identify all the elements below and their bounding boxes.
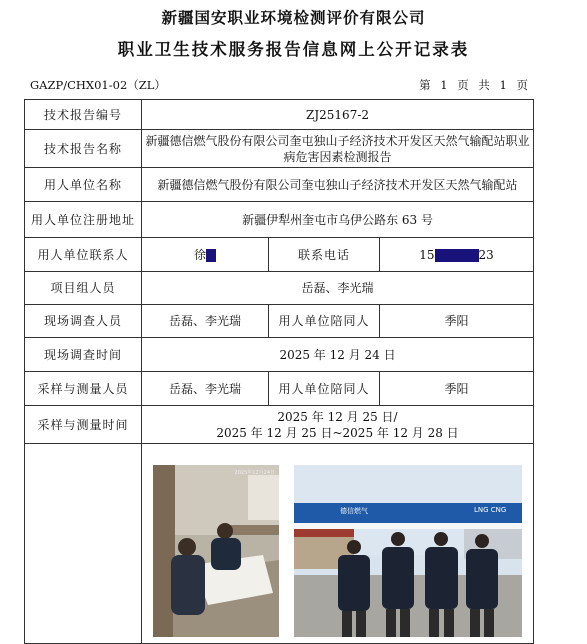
row-report-name [25, 130, 534, 168]
survey-accompany-label: 用人单位陪同人 [269, 305, 380, 338]
sampling-accompany-value: 季阳 [380, 372, 534, 406]
page-info: 第 1 页 共 1 页 [419, 78, 531, 92]
sampling-staff-value: 岳磊、李光瑞 [142, 372, 269, 406]
contact-name-text: 徐 [193, 247, 206, 262]
survey-time-label: 现场调查时间 [25, 338, 142, 372]
phone-label: 联系电话 [269, 238, 380, 272]
report-no-value: ZJ25167-2 [142, 100, 534, 130]
sampling-accompany-label: 用人单位陪同人 [269, 372, 380, 406]
photo-date-stamp: 2025年12月24日 [234, 470, 275, 476]
form-code: GAZP/CHX01-02（ZL） [30, 78, 166, 92]
photos-label-cell [25, 444, 142, 644]
row-contact [25, 238, 534, 272]
row-sampling-time [25, 406, 534, 444]
sampling-time-label: 采样与测量时间 [25, 406, 142, 444]
report-name-label: 技术报告名称 [25, 130, 142, 168]
row-sampling-staff [25, 372, 534, 406]
report-name-value: 新疆德信燃气股份有限公司奎屯独山子经济技术开发区天然气输配站职业病危害因素检测报告 [142, 130, 534, 168]
phone-prefix: 15 [419, 247, 435, 262]
sampling-time-line-1: 2025 年 12 月 25 日/ [277, 409, 398, 424]
group-photo-illustration [294, 465, 522, 637]
row-survey-time [25, 338, 534, 372]
row-survey-staff [25, 305, 534, 338]
survey-photo-illustration [153, 465, 279, 637]
employer-value: 新疆德信燃气股份有限公司奎屯独山子经济技术开发区天然气输配站 [142, 168, 534, 202]
redaction-block [435, 249, 479, 262]
row-address [25, 202, 534, 238]
row-employer [25, 168, 534, 202]
row-team [25, 272, 534, 305]
sampling-staff-label: 采样与测量人员 [25, 372, 142, 406]
address-label: 用人单位注册地址 [25, 202, 142, 238]
contact-name [142, 238, 269, 272]
station-sign-left: 德信燃气 [340, 507, 368, 515]
row-report-no [25, 100, 534, 130]
redaction-block [206, 249, 216, 262]
report-no-label: 技术报告编号 [25, 100, 142, 130]
survey-time-value: 2025 年 12 月 24 日 [142, 338, 534, 372]
phone-suffix: 23 [478, 247, 494, 262]
employer-label: 用人单位名称 [25, 168, 142, 202]
group-photo [294, 465, 522, 637]
survey-staff-value: 岳磊、李光瑞 [142, 305, 269, 338]
phone-value [380, 238, 534, 272]
station-sign-right: LNG CNG [474, 506, 507, 514]
contact-label: 用人单位联系人 [25, 238, 142, 272]
organization-name: 新疆国安职业环境检测评价有限公司 [161, 8, 426, 27]
address-value: 新疆伊犁州奎屯市乌伊公路东 63 号 [142, 202, 534, 238]
survey-photo [153, 465, 279, 637]
survey-accompany-value: 季阳 [380, 305, 534, 338]
sampling-time-value [142, 406, 534, 444]
team-label: 项目组人员 [25, 272, 142, 305]
sampling-time-line-2: 2025 年 12 月 25 日~2025 年 12 月 28 日 [216, 425, 459, 440]
form-title: 职业卫生技术服务报告信息网上公开记录表 [117, 40, 470, 59]
survey-staff-label: 现场调查人员 [25, 305, 142, 338]
team-value: 岳磊、李光瑞 [142, 272, 534, 305]
